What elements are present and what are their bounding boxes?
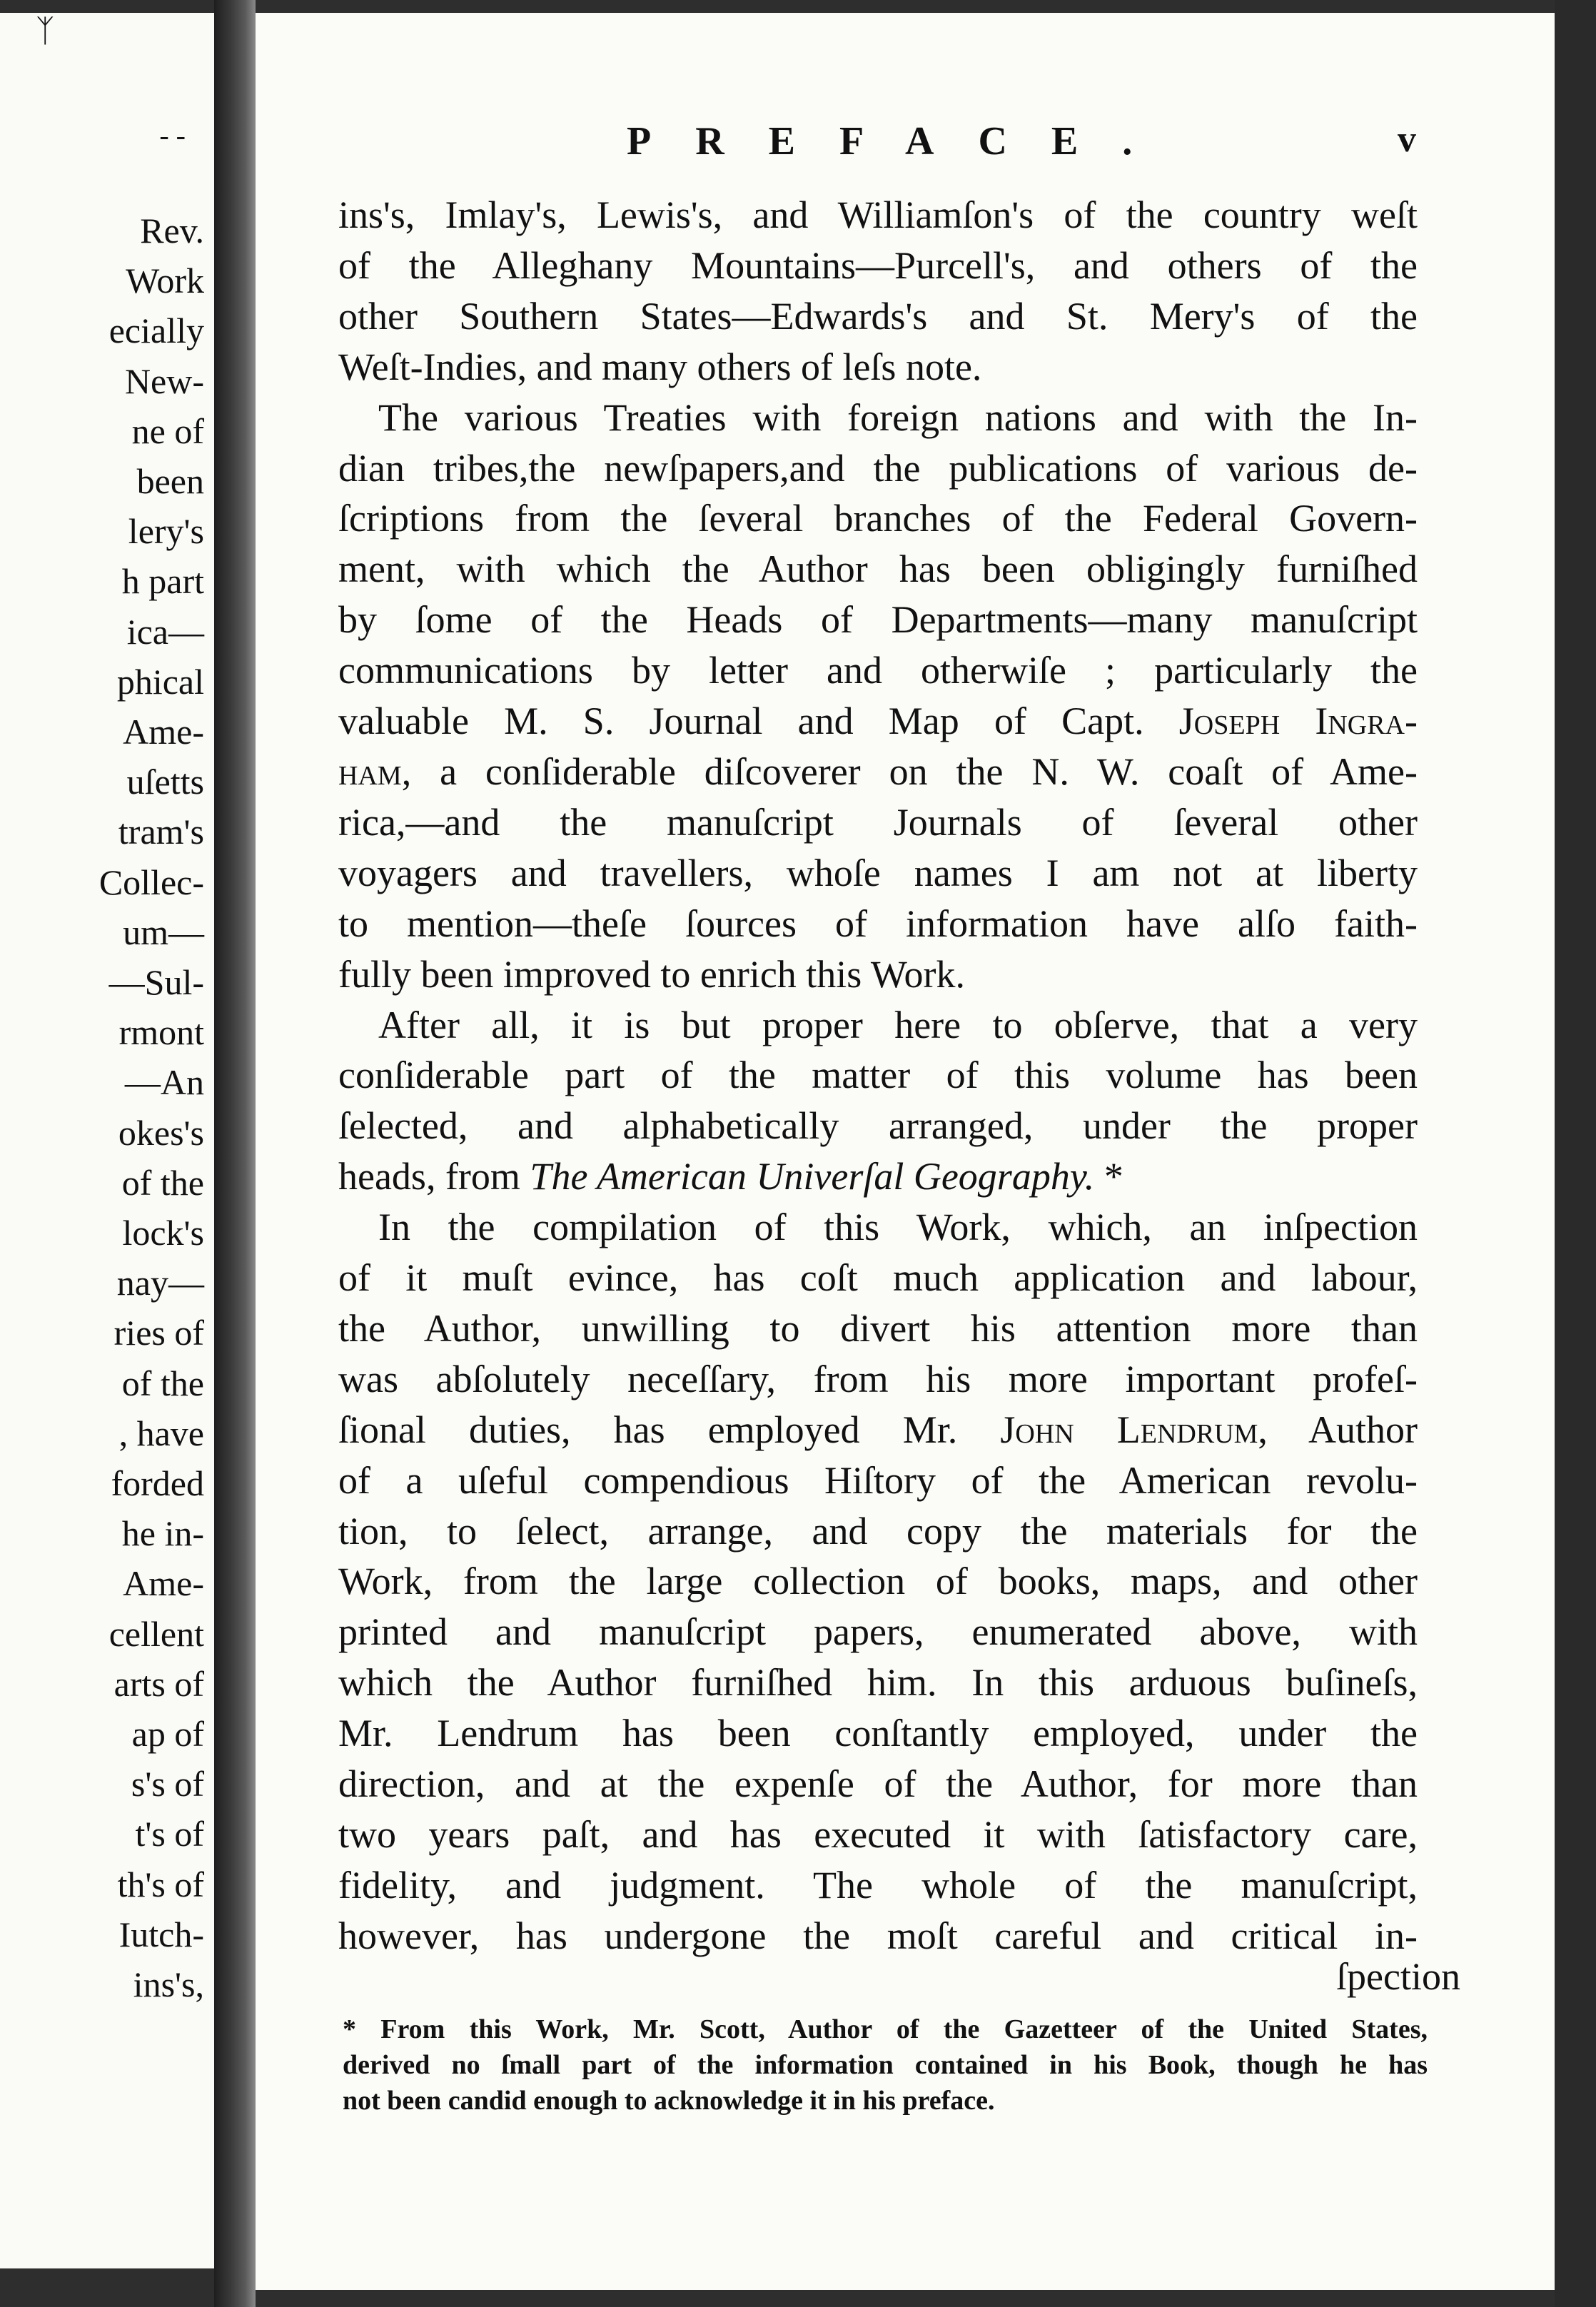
paragraph [338, 190, 1418, 393]
person-name: John Lendrum [1000, 1408, 1258, 1451]
paragraph [338, 1000, 1418, 1203]
text-line: ſcriptions from the ſeveral branches of the Federal Govern- [338, 497, 1418, 540]
text-line: printed and manuſcript papers, enumerated above, with [338, 1610, 1418, 1654]
left-page-line-fragment: um— [123, 912, 204, 952]
person-name: ham [338, 749, 402, 793]
left-page-line-fragment: lery's [128, 511, 204, 552]
preface-body [338, 190, 1418, 1962]
text-segment: , Author [1258, 1408, 1418, 1451]
left-page-line-fragment: Iutch- [118, 1914, 204, 1954]
footnote-mark: * [1094, 1155, 1123, 1198]
paragraph [338, 1202, 1418, 1962]
book-title: The American Univerſal Geography. [530, 1155, 1095, 1198]
left-page-line-fragment: phical [116, 661, 204, 702]
left-page-line-fragment: rmont [118, 1012, 204, 1053]
text-line [338, 1405, 1418, 1455]
left-page-line-fragment: , have [118, 1413, 204, 1453]
text-line: After all, it is but proper here to obſerve, that a very [378, 1003, 1418, 1046]
footnote-line: not been candid enough to acknowledge it in his preface. [343, 2086, 995, 2116]
left-page-line-fragment: ne of [131, 410, 204, 451]
left-page-line-fragment: ins's, [133, 1964, 204, 2004]
text-line: of it muſt evince, has coſt much application and labour, [338, 1256, 1418, 1300]
text-segment: valuable M. S. Journal and Map of Capt. [338, 700, 1179, 743]
left-page-line-fragment: —Sul- [108, 962, 204, 1002]
left-page-line-fragment: okes's [118, 1112, 204, 1153]
left-page-line-fragment: Rev. [140, 211, 204, 251]
left-page-line-fragment: uſetts [126, 762, 204, 802]
footnote-line: derived no ſmall part of the information contained in his Book, though he has [343, 2050, 1428, 2080]
text-line: Weſt-Indies, and many others of leſs note. [338, 345, 982, 388]
left-page-top-mark: ᛉ [36, 14, 55, 49]
left-page-line-fragment: h part [121, 561, 204, 602]
running-title: PREFACE. [627, 119, 1177, 163]
left-page-line-fragment: Work [126, 261, 204, 301]
left-page-line-fragment: he in- [121, 1513, 204, 1554]
text-line: of a uſeful compendious Hiſtory of the American revolu- [338, 1458, 1418, 1502]
footnote [343, 2011, 1428, 2119]
text-line [338, 696, 1418, 747]
text-line: In the compilation of this Work, which, an inſpection [378, 1206, 1418, 1249]
text-line: two years paſt, and has executed it with ſatisfactory care, [338, 1813, 1418, 1856]
text-line: which the Author furniſhed him. In this arduous buſineſs, [338, 1661, 1418, 1705]
left-page-line-fragment: cellent [108, 1613, 204, 1654]
text-line [338, 747, 1418, 797]
text-line: ins's, Imlay's, Lewis's, and Williamſon's of the country weſt [338, 193, 1418, 236]
left-page-line-fragment: Ame- [123, 1563, 204, 1604]
left-page-line-fragment: arts of [113, 1663, 204, 1704]
main-page [256, 13, 1555, 2290]
text-line: dian tribes,the newſpapers,and the publications of various de- [338, 446, 1418, 490]
text-line: Work, from the large collection of books, maps, and other [338, 1560, 1418, 1603]
left-page-line-fragment: been [136, 461, 204, 501]
person-name: Joseph Ingra- [1178, 700, 1418, 743]
text-segment: heads, from [338, 1155, 530, 1198]
left-page-line-fragment: ecially [108, 311, 204, 351]
left-page-line-fragment: of the [121, 1363, 204, 1403]
page-number: v [1398, 119, 1416, 160]
text-line: however, has undergone the moſt careful and critical in- [338, 1914, 1418, 1957]
left-page-line-fragment: New- [124, 360, 204, 401]
left-page-line-fragment: lock's [122, 1213, 204, 1253]
text-line: direction, and at the expenſe of the Author, for more than [338, 1762, 1418, 1806]
paragraph [338, 393, 1418, 1000]
left-page-line-fragment: forded [111, 1463, 204, 1503]
left-page-line-fragment: of the [121, 1162, 204, 1203]
book-gutter [214, 0, 256, 2307]
text-line: conſiderable part of the matter of this volume has been [338, 1054, 1418, 1097]
text-line: of the Alleghany Mountains—Purcell's, and others of the [338, 243, 1418, 287]
text-line: to mention—theſe ſources of information have alſo faith- [338, 902, 1418, 945]
catchword: ſpection [1336, 1955, 1460, 1998]
footnote-line: * From this Work, Mr. Scott, Author of the Gazetteer of the United States, [343, 2014, 1428, 2044]
text-line: ſelected, and alphabetically arranged, under the proper [338, 1104, 1418, 1148]
left-page-header-mark: - - [159, 119, 186, 151]
left-page-line-fragment: ica— [126, 611, 204, 652]
text-line: rica,—and the manuſcript Journals of ſeveral other [338, 800, 1418, 844]
text-line: fidelity, and judgment. The whole of the manuſcript, [338, 1863, 1418, 1907]
left-page-line-fragment: —An [124, 1062, 204, 1103]
text-line: was abſolutely neceſſary, from his more important profeſ- [338, 1357, 1418, 1400]
right-background-edge [1555, 0, 1596, 2307]
left-page-line-fragment: ries of [113, 1313, 204, 1353]
left-page-line-fragment: Ame- [123, 712, 204, 752]
left-page-line-fragment: t's of [135, 1814, 204, 1854]
left-page-line-fragment: Collec- [99, 862, 204, 902]
left-page-line-fragment: ap of [131, 1714, 204, 1754]
text-line [338, 1151, 1418, 1202]
page-header [256, 118, 1555, 168]
text-line: other Southern States—Edwards's and St. Mery's of the [338, 294, 1418, 338]
left-page-line-fragment: s's of [131, 1764, 204, 1804]
text-segment: , a conſiderable diſcoverer on the N. W. coaſt of Ame- [401, 749, 1418, 793]
text-line: ment, with which the Author has been obligingly furniſhed [338, 547, 1418, 591]
text-line: Mr. Lendrum has been conſtantly employed, under the [338, 1712, 1418, 1755]
text-line: by ſome of the Heads of Departments—many manuſcript [338, 598, 1418, 642]
text-segment: ſional duties, has employed Mr. [338, 1408, 1001, 1451]
left-page-line-fragment: th's of [117, 1864, 204, 1904]
left-page-line-fragment: nay— [116, 1263, 204, 1303]
left-facing-page [0, 13, 214, 2268]
text-line: communications by letter and otherwiſe ; particularly the [338, 649, 1418, 692]
text-line: The various Treaties with foreign nations and with the In- [378, 395, 1418, 439]
text-line: tion, to ſelect, arrange, and copy the materials for the [338, 1509, 1418, 1553]
text-line: voyagers and travellers, whoſe names I am not at liberty [338, 851, 1418, 894]
left-page-line-fragment: tram's [118, 812, 204, 852]
text-line: the Author, unwilling to divert his attention more than [338, 1306, 1418, 1350]
text-line: fully been improved to enrich this Work. [338, 952, 965, 996]
